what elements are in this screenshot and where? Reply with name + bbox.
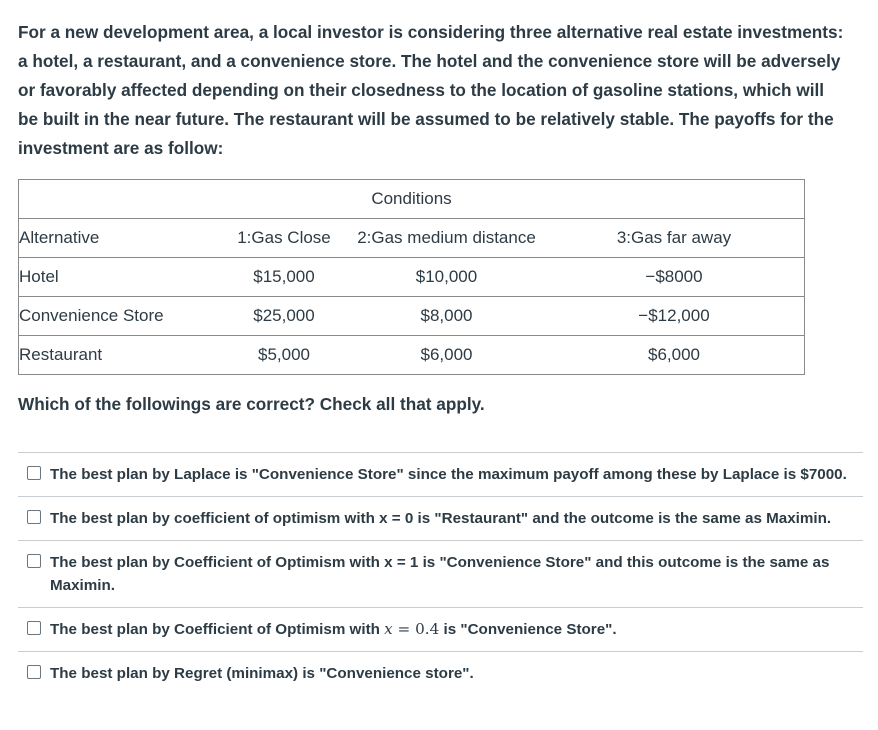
answer-label: The best plan by Regret (minimax) is "Convenience store". (50, 665, 474, 682)
math-value: = 0.4 (392, 620, 440, 638)
row-label-hotel: Hotel (19, 258, 220, 297)
column-header-gas-medium: 2:Gas medium distance (349, 219, 544, 258)
column-header-gas-far: 3:Gas far away (544, 219, 805, 258)
answer-option-optimism-x1[interactable] (18, 540, 863, 607)
table-row (19, 258, 805, 297)
row-label-restaurant: Restaurant (19, 336, 220, 375)
row-label-convenience-store: Convenience Store (19, 297, 220, 336)
table-cell: −$8000 (544, 258, 805, 297)
table-cell: −$12,000 (544, 297, 805, 336)
table-cell: $25,000 (219, 297, 349, 336)
math-variable: x (384, 620, 393, 638)
column-header-alternative: Alternative (19, 219, 220, 258)
answer-label: The best plan by Laplace is "Convenience Store" since the maximum payoff among these by Laplace is $7000. (50, 466, 847, 483)
checkbox[interactable] (27, 621, 41, 635)
table-header-row (19, 219, 805, 258)
answer-label: The best plan by coefficient of optimism with x = 0 is "Restaurant" and the outcome is the same as Maximin. (50, 510, 832, 527)
problem-statement: For a new development area, a local investor is considering three alternative real estate investments: a hotel, a restaurant, and a convenience store. The hotel and the convenience store will be adversely or favorably affected depending on their closedness to the location of gasoline stations, which will be built in the near future. The restaurant will be assumed to be relatively stable. The payoffs for the investment are as follow: (18, 22, 844, 158)
conditions-header: Conditions (19, 180, 805, 219)
table-cell: $6,000 (349, 336, 544, 375)
table-cell: $10,000 (349, 258, 544, 297)
checkbox[interactable] (27, 510, 41, 524)
answer-label-text: The best plan by Coefficient of Optimism with (50, 621, 385, 638)
payoff-table (18, 179, 805, 375)
checkbox[interactable] (27, 554, 41, 568)
table-header-row-conditions (19, 180, 805, 219)
checkbox[interactable] (27, 665, 41, 679)
table-row (19, 297, 805, 336)
answer-label: The best plan by Coefficient of Optimism with x = 1 is "Convenience Store" and this outcome is the same as Maximin. (50, 554, 830, 594)
question-prompt: Which of the followings are correct? Check all that apply. (18, 394, 485, 414)
answer-option-regret[interactable] (18, 651, 863, 695)
answer-list (18, 452, 863, 695)
answer-option-optimism-x04[interactable] (18, 607, 863, 651)
math-expression (384, 620, 439, 638)
answer-label-text: is "Convenience Store". (439, 621, 617, 638)
table-row (19, 336, 805, 375)
table-cell: $15,000 (219, 258, 349, 297)
checkbox[interactable] (27, 466, 41, 480)
answer-option-optimism-x0[interactable] (18, 496, 863, 540)
table-cell: $6,000 (544, 336, 805, 375)
table-cell: $5,000 (219, 336, 349, 375)
answer-label (50, 621, 617, 638)
answer-option-laplace[interactable] (18, 452, 863, 496)
column-header-gas-close: 1:Gas Close (219, 219, 349, 258)
table-cell: $8,000 (349, 297, 544, 336)
